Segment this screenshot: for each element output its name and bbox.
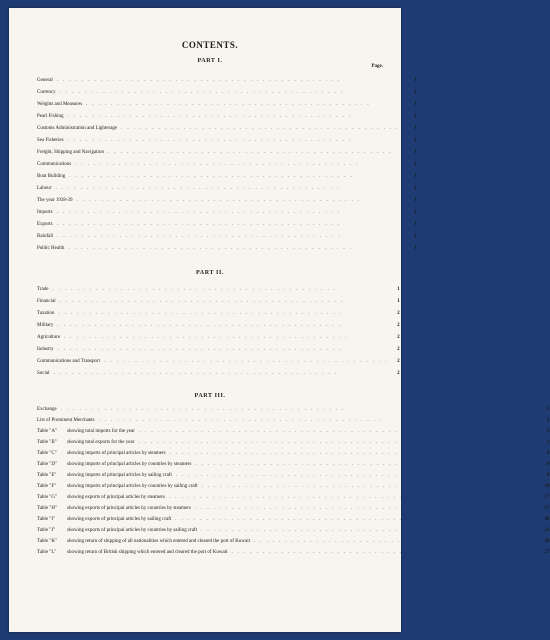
toc-entry: Customs Administration and Lighterage .............................................. 1 xyxy=(37,126,417,131)
toc-entry: Communications and Transport .............................................. 2 xyxy=(37,359,400,364)
table-entry: Table "J" showing exports of principal articles by countries by sailing craft .............................................. 21 xyxy=(37,528,550,533)
toc-entry: Public Health .............................................. 1 xyxy=(37,246,417,251)
toc-entry: Military .............................................. 2 xyxy=(37,323,400,328)
toc-entry: Rainfall .............................................. 1 xyxy=(37,234,417,239)
contents xyxy=(37,40,550,555)
toc-entry: The year 1938-39 .............................................. 1 xyxy=(37,198,417,203)
toc-entry: Agriculture .............................................. 2 xyxy=(37,335,400,340)
toc-entry: Exports .............................................. 1 xyxy=(37,222,417,227)
part-3-list xyxy=(37,407,550,555)
part-2-heading: PART II. xyxy=(195,270,225,276)
toc-entry: Boat Building .............................................. 1 xyxy=(37,174,417,179)
page-title: CONTENTS. xyxy=(181,40,239,50)
part-1-list xyxy=(37,78,417,251)
toc-entry: Pearl Fishing .............................................. 1 xyxy=(37,114,417,119)
table-entry: Table "F" showing imports of principal articles by countries by sailing craft .............................................. 10 xyxy=(37,484,550,489)
table-entry: Table "D" showing imports of principal articles by countries by steamers .............................................. 6 xyxy=(37,462,550,467)
table-entry: Table "L" showing return of British shipping which entered and cleared the port of Kuwait .............................................. 27 xyxy=(37,550,550,555)
table-entry: Table "G" showing exports of principal articles by steamers .............................................. 17 xyxy=(37,495,550,500)
part-2-list xyxy=(37,287,400,376)
toc-entry: Communications .............................................. 1 xyxy=(37,162,417,167)
table-entry: Table "A" showing total imports for the year .............................................. 3 xyxy=(37,429,550,434)
part-1-heading: PART I. xyxy=(197,58,223,64)
part-3-heading: PART III. xyxy=(194,393,226,399)
table-entry: Table "I" showing exports of principal articles by sailing craft .............................................. 20 xyxy=(37,517,550,522)
toc-entry: Freight, Shipping and Navigation .............................................. 1 xyxy=(37,150,417,155)
toc-entry: Weights and Measures .............................................. 1 xyxy=(37,102,417,107)
toc-entry: Social .............................................. 2 xyxy=(37,371,400,376)
toc-entry: Imports .............................................. 1 xyxy=(37,210,417,215)
page-column-label: Page. xyxy=(371,64,383,69)
toc-entry: Financial .............................................. 1 xyxy=(37,299,400,304)
table-entry: Table "E" showing imports of principal articles by sailing craft .............................................. 8 xyxy=(37,473,550,478)
toc-entry: Industry .............................................. 2 xyxy=(37,347,400,352)
toc-entry: Trade .............................................. 1 xyxy=(37,287,400,292)
document-page xyxy=(9,8,550,632)
toc-entry: Taxation .............................................. 2 xyxy=(37,311,400,316)
toc-entry: List of Prominent Merchants .............................................. 2 xyxy=(37,418,550,423)
toc-entry: Currency .............................................. 1 xyxy=(37,90,417,95)
table-entry: Table "B" showing total exports for the year .............................................. 3 xyxy=(37,440,550,445)
toc-entry: Sea Fisheries .............................................. 1 xyxy=(37,138,417,143)
table-entry: Table "H" showing exports of principal articles by countries by steamers .............................................. 17 xyxy=(37,506,550,511)
table-entry: Table "K" showing return of shipping of all nationalities which entered and cleared the port of Kuwait .............................................. 26 xyxy=(37,539,550,544)
toc-entry: Exchange .............................................. 2 xyxy=(37,407,550,412)
toc-entry: General .............................................. 1 xyxy=(37,78,417,83)
toc-entry: Labour .............................................. 1 xyxy=(37,186,417,191)
table-entry: Table "C" showing imports of principal articles by steamers .............................................. 4 xyxy=(37,451,550,456)
